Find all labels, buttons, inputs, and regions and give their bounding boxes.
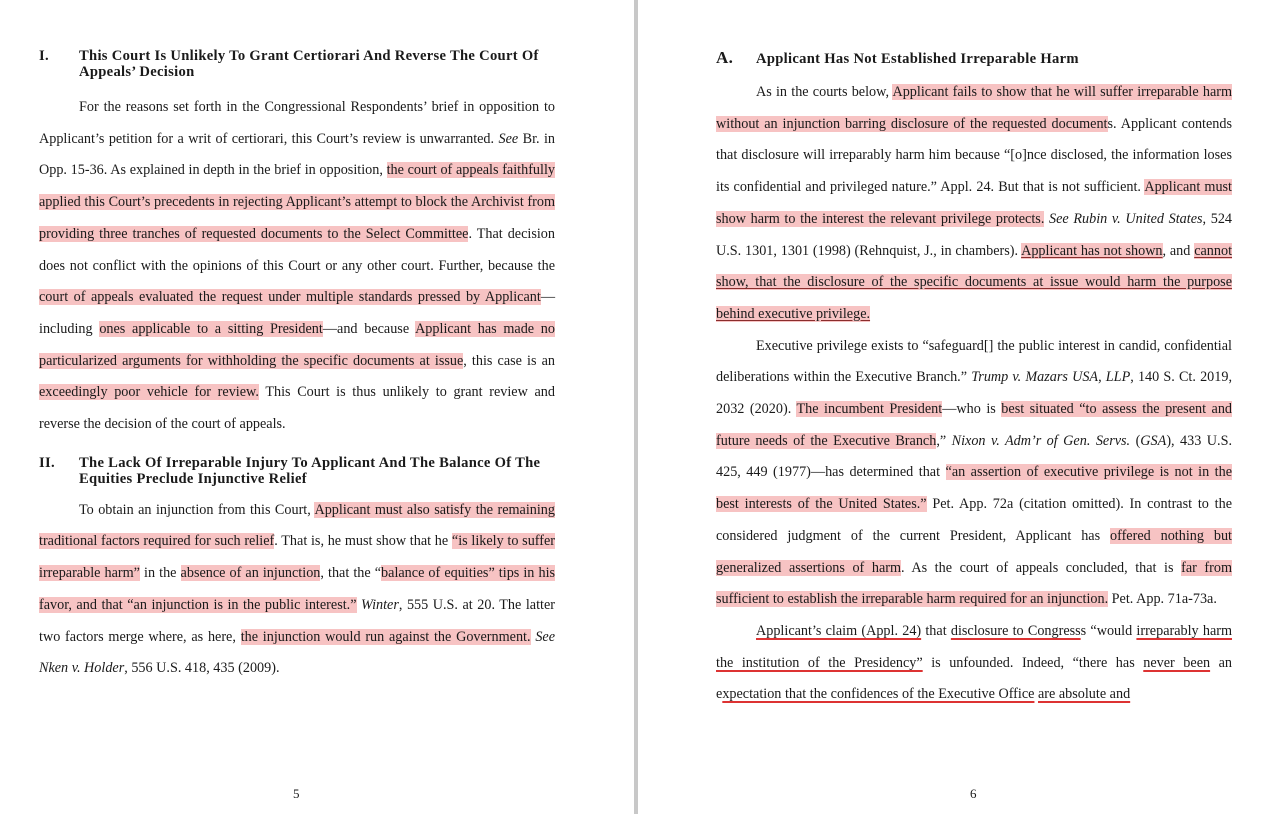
highlight: Applicant must show harm to the interest the relevant privilege protects. — [716, 179, 1232, 227]
highlight: the court of appeals faithfully applied this Court’s precedents in rejecting Applicant’s attempt to block the Archivist from providing three tranches of requested documents to the Select Committee — [39, 162, 556, 242]
section-title: The Lack Of Irreparable Injury To Applicant And The Balance Of The Equities Preclude Injunctive Relief — [79, 454, 541, 487]
underline: Applicant’s claim (Appl. 24) — [756, 622, 922, 639]
underline: disclosure to Congress — [950, 622, 1081, 639]
section-number: A. — [716, 48, 734, 67]
section-title: This Court Is Unlikely To Grant Certiorari And Reverse The Court Of Appeals’ Decision — [79, 48, 539, 80]
highlight: “an assertion of executive privilege is not in the best interests of the United States.” — [716, 464, 1233, 513]
section-2-heading — [39, 455, 555, 487]
highlight: cannot show, that the disclosure of the specific documents at issue would harm the purpose behind executive privilege. — [716, 242, 1233, 322]
underline: never been — [1143, 654, 1211, 671]
highlight: Applicant fails to show that he will suffer irreparable harm without an injunction barring disclosure of the requested document — [716, 84, 1233, 132]
paragraph: As in the courts below, Applicant fails to show that he will suffer irreparable harm without an injunction barring disclosure of the requested documents. Applicant contends that disclosure will irreparably harm him because “[o]nce disclosed, the information loses its confidential and privileged nature.” Appl. 24. But that is not sufficient. Applicant must show harm to the interest the relevant privilege protects. See Rubin v. United States, 524 U.S. 1301, 1301 (1998) (Rehnquist, J., in chambers). Applicant has not shown, and cannot show, that the disclosure of the specific documents at issue would harm the purpose behind executive privilege. — [716, 84, 1233, 322]
section-a-heading — [716, 48, 1232, 69]
highlight: Applicant has made no particularized arguments for withholding the specific documents at issue — [39, 320, 555, 369]
section-title: Applicant Has Not Established Irreparable Harm — [756, 51, 1079, 67]
paragraph: To obtain an injunction from this Court, Applicant must also satisfy the remaining traditional factors required for such relief. That is, he must show that he “is likely to suffer irreparable harm” in the absence of an injunction, that the “balance of equities” tips in his favor, and that “an injunction is in the public interest.” Winter, 555 U.S. at 20. The latter two factors merge where, as here, the injunction would run against the Government. See Nken v. Holder, 556 U.S. 418, 435 (2009). — [39, 501, 556, 677]
paragraph: For the reasons set forth in the Congressional Respondents’ brief in opposition to Applicant’s petition for a writ of certiorari, this Court’s review is unwarranted. See Br. in Opp. 15-36. As explained in depth in the brief in opposition, the court of appeals faithfully applied this Court’s precedents in rejecting Applicant’s attempt to block the Archivist from providing three tranches of requested documents to the Select Committee. That decision does not conflict with the opinions of this Court or any other court. Further, because the court of appeals evaluated the request under multiple standards pressed by Applicant—including ones applicable to a sitting President—and because Applicant has made no particularized arguments for withholding the specific documents at issue, this case is an exceedingly poor vehicle for review. This Court is thus unlikely to grant review and reverse the decision of the court of appeals. — [39, 99, 556, 433]
highlight: Applicant must also satisfy the remaining traditional factors required for such relief — [39, 501, 555, 550]
section-number: I. — [39, 48, 49, 64]
highlight: court of appeals evaluated the request under multiple standards pressed by Applicant — [39, 289, 541, 306]
highlight: far from sufficient to establish the irreparable harm required for an injunction. — [716, 559, 1233, 608]
highlight: “is likely to suffer irreparable harm” — [39, 533, 555, 582]
paragraph: Executive privilege exists to “safeguard[] the public interest in candid, confidential deliberations within the Executive Branch.” Trump v. Mazars USA, LLP, 140 S. Ct. 2019, 2032 (2020). The incumbent President—who is best situated “to assess the present and future needs of the Executive Branch,” Nixon v. Adm’r of Gen. Servs. (GSA), 433 U.S. 425, 449 (1977)—has determined that “an assertion of executive privilege is not in the best interests of the United States.” Pet. App. 72a (citation omitted). In contrast to the considered judgment of the current President, Applicant has offered nothing but generalized assertions of harm. As the court of appeals concluded, that is far from sufficient to establish the irreparable harm required for an injunction. Pet. App. 71a-73a. — [716, 337, 1233, 608]
underline: irreparably harm the institution of the Presidency” — [716, 622, 1233, 671]
highlight: exceedingly poor vehicle for review. — [39, 384, 259, 401]
highlight: best situated “to assess the present and future needs of the Executive Branch — [716, 401, 1233, 449]
highlight: offered nothing but generalized assertions of harm — [716, 527, 1232, 576]
page-number: 5 — [293, 786, 300, 801]
paragraph: Applicant’s claim (Appl. 24) that disclosure to Congresss “would irreparably harm the institution of the Presidency” is unfounded. Indeed, “there has never been an expectation that the confidences of the Executive Office are absolute and — [716, 622, 1233, 703]
section-number: II. — [39, 454, 55, 471]
highlight: absence of an injunction — [180, 565, 321, 582]
highlight: ones applicable to a sitting President — [99, 320, 323, 337]
underline: xpectation that the confidences of the Executive Office — [722, 686, 1035, 703]
highlight: balance of equities” tips in his favor, and that “an injunction is in the public interest.” — [39, 565, 556, 613]
page-number: 6 — [970, 786, 977, 801]
right-page-content — [716, 48, 1232, 711]
highlight: the injunction would run against the Government. — [240, 628, 531, 645]
highlight: The incumbent President — [796, 401, 943, 418]
section-1-heading — [39, 48, 555, 80]
highlight: Applicant has not shown — [1021, 242, 1163, 259]
underline: are absolute and — [1037, 686, 1131, 703]
left-page-content — [39, 48, 555, 685]
